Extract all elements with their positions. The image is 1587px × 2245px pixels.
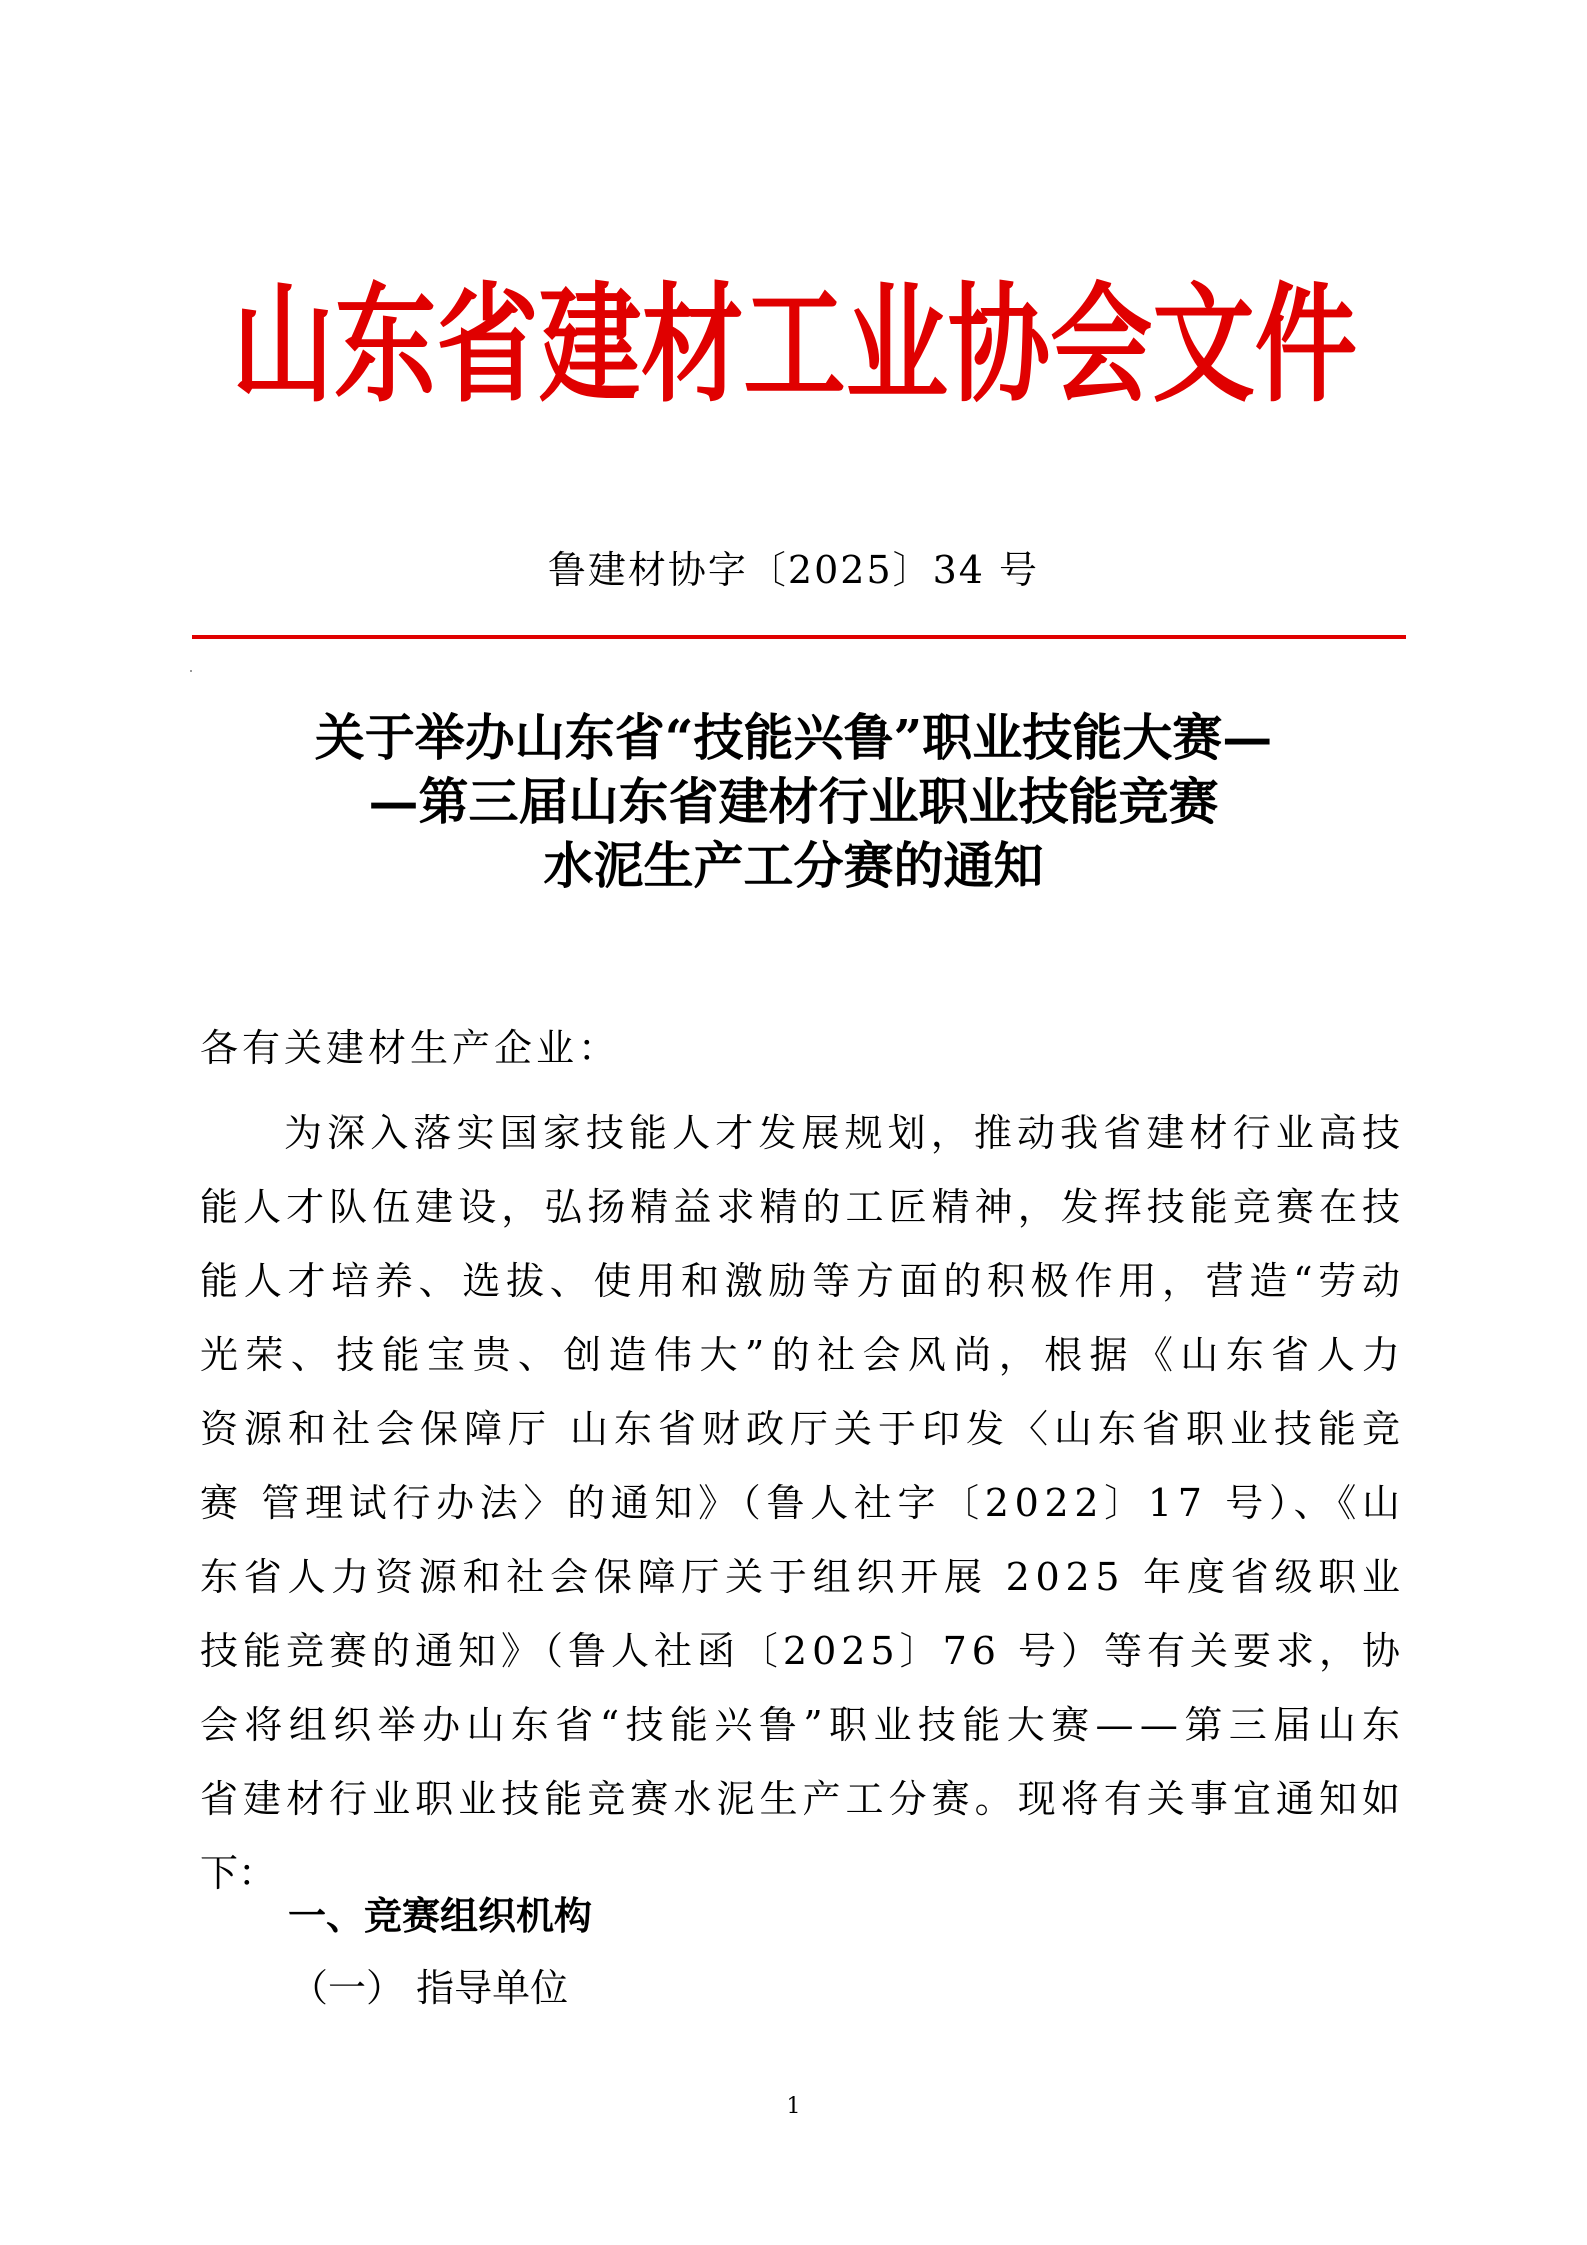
- body-line: 会将组织举办山东省“技能兴鲁”职业技能大赛——第三届山东: [200, 1703, 1407, 1747]
- body-line: 东省人力资源和社会保障厅关于组织开展 2025 年度省级职业: [200, 1555, 1406, 1599]
- body-line: 为深入落实国家技能人才发展规划，推动我省建材行业高技: [284, 1111, 1406, 1155]
- body-line: 赛 管理试行办法〉的通知》（鲁人社字〔2022〕17 号）、《山: [200, 1481, 1406, 1525]
- page-number: 1: [786, 2094, 801, 2119]
- salutation: 各有关建材生产企业：: [200, 1026, 621, 1070]
- notice-title: [140, 706, 1447, 898]
- body-line: 下：: [200, 1851, 277, 1895]
- notice-title-line-1: 关于举办山东省“技能兴鲁”职业技能大赛—: [314, 708, 1273, 767]
- red-divider-line: [192, 635, 1406, 639]
- decorative-dot: [190, 670, 192, 672]
- org-letterhead-title: 山东省建材工业协会文件: [232, 270, 1358, 420]
- subsection-heading-1: （一） 指导单位: [290, 1966, 569, 2010]
- body-line: 技能竞赛的通知》（鲁人社函〔2025〕76 号）等有关要求，协: [200, 1629, 1405, 1673]
- body-line: 光荣、技能宝贵、创造伟大”的社会风尚，根据《山东省人力: [200, 1333, 1408, 1377]
- body-line: 能人才培养、选拔、使用和激励等方面的积极作用，营造“劳动: [200, 1259, 1406, 1303]
- body-line: 省建材行业职业技能竞赛水泥生产工分赛。现将有关事宜通知如: [200, 1777, 1406, 1821]
- section-heading-1: 一、竞赛组织机构: [288, 1893, 593, 1938]
- body-line: 能人才队伍建设，弘扬精益求精的工匠精神，发挥技能竞赛在技: [200, 1185, 1406, 1229]
- document-number: 鲁建材协字〔2025〕34 号: [547, 548, 1040, 592]
- notice-title-line-2: —第三届山东省建材行业职业技能竞赛: [368, 772, 1219, 831]
- body-paragraph: [200, 1096, 1408, 1910]
- notice-title-line-3: 水泥生产工分赛的通知: [543, 836, 1044, 895]
- body-line: 资源和社会保障厅 山东省财政厅关于印发〈山东省职业技能竞: [200, 1407, 1406, 1451]
